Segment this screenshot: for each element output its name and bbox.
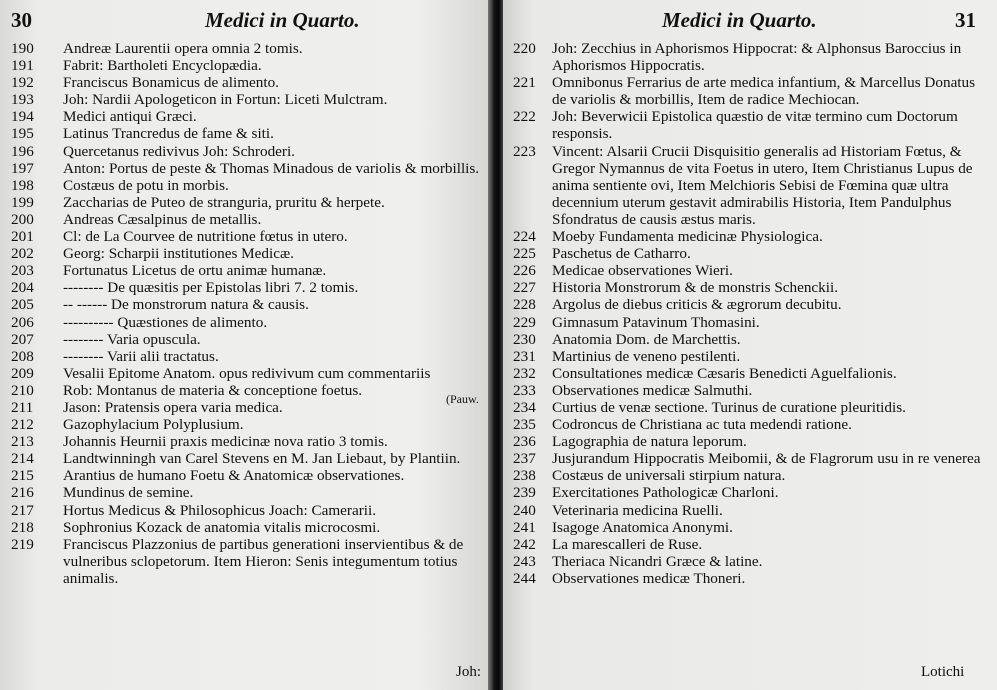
entry-number: 215 [11, 467, 34, 485]
entry-number: 198 [11, 176, 34, 194]
catalog-entry [11, 40, 487, 57]
entry-title: Veterinaria medicina Ruelli. [552, 501, 723, 519]
catalog-entry [11, 228, 487, 245]
entry-number: 214 [11, 450, 34, 468]
entry-number: 244 [513, 569, 536, 587]
catalog-entry [513, 433, 991, 450]
entry-list [11, 40, 487, 587]
entry-number: 205 [11, 296, 34, 314]
catalog-entry [513, 74, 991, 108]
catalog-entry [11, 245, 487, 262]
entry-title: Latinus Trancredus de fame & siti. [63, 125, 274, 143]
entry-number: 202 [11, 245, 34, 263]
entry-number: 211 [11, 398, 34, 416]
entry-number: 243 [513, 552, 536, 570]
entry-title: Jusjurandum Hippocratis Meibomii, & de Flagrorum usu in re venerea [552, 450, 981, 468]
catalog-entry [513, 143, 991, 228]
entry-title: Omnibonus Ferrarius de arte medica infantium, & Marcellus Donatus de variolis & morbillis, Item de radice Mechiocan. [552, 74, 976, 109]
entry-number: 217 [11, 501, 34, 519]
entry-title: Codroncus de Christiana ac tuta medendi ratione. [552, 416, 852, 434]
entry-number: 225 [513, 245, 536, 263]
catalog-entry [11, 296, 487, 313]
catalog-entry [513, 519, 991, 536]
catalog-entry [11, 194, 487, 211]
entry-number: 210 [11, 381, 34, 399]
entry-title: Moeby Fundamenta medicinæ Physiologica. [552, 228, 823, 246]
entry-title: Theriaca Nicandri Græce & latine. [552, 552, 763, 570]
catalog-entry [11, 519, 487, 536]
catalog-entry [11, 143, 487, 160]
entry-title: Medicae observationes Wieri. [552, 262, 733, 280]
catalog-entry [513, 245, 991, 262]
entry-title: Sophronius Kozack de anatomia vitalis microcosmi. [63, 518, 381, 536]
entry-number: 193 [11, 91, 34, 109]
entry-title: Isagoge Anatomica Anonymi. [552, 518, 733, 536]
catalog-entry [513, 502, 991, 519]
entry-number: 240 [513, 501, 536, 519]
catalog-entry [11, 450, 487, 467]
entry-title: Jason: Pratensis opera varia medica. [63, 398, 283, 416]
entry-title: Observationes medicæ Thoneri. [552, 569, 746, 587]
entry-number: 221 [513, 74, 536, 92]
catalog-entry [11, 57, 487, 74]
entry-number: 236 [513, 433, 536, 451]
entry-number: 220 [513, 40, 536, 57]
catalog-entry [11, 382, 487, 399]
entry-number: 242 [513, 535, 536, 553]
entry-number: 213 [11, 433, 34, 451]
catalog-entry [513, 382, 991, 399]
running-head: Medici in Quarto. [205, 8, 360, 32]
entry-number: 203 [11, 262, 34, 280]
entry-title: Argolus de diebus criticis & ægrorum decubitu. [552, 296, 842, 314]
entry-title: La marescalleri de Ruse. [552, 535, 703, 553]
entry-number: 208 [11, 347, 34, 365]
catalog-entry [11, 91, 487, 108]
entry-title: Paschetus de Catharro. [552, 245, 691, 263]
page-number: 31 [955, 8, 976, 32]
catalog-entry [513, 40, 991, 74]
entry-title: Consultationes medicæ Cæsaris Benedicti Aguelfalionis. [552, 364, 897, 382]
catalog-entry [11, 484, 487, 501]
entry-number: 218 [11, 518, 34, 536]
catalog-entry [513, 553, 991, 570]
page-number: 30 [11, 8, 32, 32]
entry-title: Gazophylacium Polyplusium. [63, 416, 244, 434]
catalog-entry [513, 314, 991, 331]
entry-number: 224 [513, 228, 536, 246]
entry-number: 226 [513, 262, 536, 280]
catchword: Lotichi [921, 664, 965, 680]
entry-title: Joh: Beverwicii Epistolica quæstio de vitæ termino cum Doctorum responsis. [552, 108, 958, 143]
entry-number: 238 [513, 467, 536, 485]
catalog-entry [11, 177, 487, 194]
entry-number: 235 [513, 416, 536, 434]
catalog-entry [11, 433, 487, 450]
catalog-entry [11, 348, 487, 365]
catalog-entry [11, 314, 487, 331]
entry-title: Johannis Heurnii praxis medicinæ nova ratio 3 tomis. [63, 433, 388, 451]
catalog-entry [513, 570, 991, 587]
entry-title: Anatomia Dom. de Marchettis. [552, 330, 741, 348]
catalog-entry [11, 365, 487, 382]
catalog-entry [513, 536, 991, 553]
catalog-entry [513, 262, 991, 279]
catalog-entry [513, 331, 991, 348]
entry-number: 241 [513, 518, 536, 536]
entry-title: Anton: Portus de peste & Thomas Minadous de variolis & morbillis. [63, 159, 480, 177]
entry-number: 200 [11, 210, 34, 228]
entry-number: 204 [11, 279, 34, 297]
margin-note: (Pauw. [446, 392, 479, 406]
catalog-entry [11, 536, 487, 587]
entry-title: Lagographia de natura leporum. [552, 433, 747, 451]
entry-number: 192 [11, 74, 34, 92]
entry-title: Vesalii Epitome Anatom. opus redivivum cum commentariis [63, 364, 431, 382]
catalog-entry [11, 467, 487, 484]
entry-number: 227 [513, 279, 536, 297]
entry-title: Georg: Scharpii institutiones Medicæ. [63, 245, 294, 263]
entry-title: Medici antiqui Græci. [63, 108, 197, 126]
catalog-entry [513, 399, 991, 416]
entry-title: Observationes medicæ Salmuthi. [552, 381, 753, 399]
entry-number: 233 [513, 381, 536, 399]
catalog-entry [11, 399, 487, 416]
entry-number: 199 [11, 193, 34, 211]
entry-list [513, 40, 991, 587]
entry-number: 194 [11, 108, 34, 126]
entry-number: 196 [11, 142, 34, 160]
catalog-entry [513, 296, 991, 313]
entry-number: 191 [11, 57, 34, 75]
catalog-entry [11, 331, 487, 348]
entry-title: Exercitationes Pathologicæ Charloni. [552, 484, 779, 502]
entry-title: Hortus Medicus & Philosophicus Joach: Camerarii. [63, 501, 376, 519]
running-head: Medici in Quarto. [662, 8, 817, 32]
entry-title: -------- Varia opuscula. [63, 330, 201, 348]
catchword: Joh: [456, 664, 482, 680]
catalog-entry [513, 228, 991, 245]
entry-number: 212 [11, 416, 34, 434]
entry-number: 216 [11, 484, 34, 502]
entry-title: Mundinus de semine. [63, 484, 194, 502]
entry-title: Historia Monstrorum & de monstris Schenckii. [552, 279, 839, 297]
catalog-entry [11, 211, 487, 228]
entry-number: 237 [513, 450, 536, 468]
catalog-entry [513, 416, 991, 433]
entry-title: Fabrit: Bartholeti Encyclopædia. [63, 57, 262, 75]
catalog-entry [513, 450, 991, 467]
entry-number: 209 [11, 364, 34, 382]
entry-number: 232 [513, 364, 536, 382]
catalog-entry [11, 279, 487, 296]
entry-title: Andreæ Laurentii opera omnia 2 tomis. [63, 40, 303, 57]
entry-title: Rob: Montanus de materia & conceptione foetus. [63, 381, 363, 399]
entry-title: Gimnasum Patavinum Thomasini. [552, 313, 760, 331]
entry-title: Zaccharias de Puteo de stranguria, pruritu & herpete. [63, 193, 385, 211]
entry-title: Andreas Cæsalpinus de metallis. [63, 210, 262, 228]
entry-title: Vincent: Alsarii Crucii Disquisitio generalis ad Historiam Fœtus, & Gregor Nymannus de vita Foetus in utero, Item Christianus Lupus de anima sentiente ovi, Item Melchioris Sebisi de Fœmina quæ ultra decennium uterum gestavit admirabilis Historia, Item Pandulphus Sfondratus de causis æstus maris. [552, 142, 973, 228]
entry-number: 230 [513, 330, 536, 348]
entry-number: 201 [11, 228, 34, 246]
entry-number: 197 [11, 159, 34, 177]
right-page [503, 0, 997, 690]
entry-number: 229 [513, 313, 536, 331]
entry-title: Joh: Zecchius in Aphorismos Hippocrat: & Alphonsus Baroccius in Aphorismos Hippocratis. [552, 40, 962, 75]
entry-title: Costæus de potu in morbis. [63, 176, 229, 194]
entry-number: 234 [513, 398, 536, 416]
entry-title: Landtwinningh van Carel Stevens en M. Jan Liebaut, by Plantiin. [63, 450, 461, 468]
catalog-entry [513, 108, 991, 142]
catalog-entry [11, 502, 487, 519]
catalog-entry [11, 108, 487, 125]
catalog-entry [11, 74, 487, 91]
entry-number: 195 [11, 125, 34, 143]
entry-title: Costæus de universali stirpium natura. [552, 467, 786, 485]
entry-number: 223 [513, 142, 536, 160]
entry-title: Curtius de venæ sectione. Turinus de curatione pleuritidis. [552, 398, 906, 416]
entry-number: 231 [513, 347, 536, 365]
entry-title: Cl: de La Courvee de nutritione fœtus in utero. [63, 228, 348, 246]
catalog-entry [513, 467, 991, 484]
entry-number: 239 [513, 484, 536, 502]
entry-title: Franciscus Bonamicus de alimento. [63, 74, 279, 92]
entry-number: 190 [11, 40, 34, 57]
catalog-entry [11, 416, 487, 433]
entry-number: 222 [513, 108, 536, 126]
catalog-entry [513, 484, 991, 501]
entry-title: Arantius de humano Foetu & Anatomicæ observationes. [63, 467, 405, 485]
entry-title: Franciscus Plazzonius de partibus generationi inservientibus & de vulneribus sclopetorum. Item Hieron: Senis integumentum totius animalis. [63, 535, 464, 587]
entry-title: -- ------ De monstrorum natura & causis. [63, 296, 309, 314]
catalog-entry [11, 160, 487, 177]
entry-title: ---------- Quæstiones de alimento. [63, 313, 268, 331]
catalog-entry [513, 365, 991, 382]
entry-number: 207 [11, 330, 34, 348]
entry-title: Quercetanus redivivus Joh: Schroderi. [63, 142, 295, 160]
entry-number: 219 [11, 535, 34, 553]
entry-title: Fortunatus Licetus de ortu animæ humanæ. [63, 262, 327, 280]
entry-title: -------- De quæsitis per Epistolas libri 7. 2 tomis. [63, 279, 359, 297]
catalog-entry [513, 279, 991, 296]
entry-title: Martinius de veneno pestilenti. [552, 347, 741, 365]
entry-number: 228 [513, 296, 536, 314]
entry-title: -------- Varii alii tractatus. [63, 347, 219, 365]
entry-number: 206 [11, 313, 34, 331]
entry-title: Joh: Nardii Apologeticon in Fortun: Liceti Mulctram. [63, 91, 388, 109]
catalog-entry [513, 348, 991, 365]
catalog-entry [11, 262, 487, 279]
catalog-entry [11, 125, 487, 142]
left-page [0, 0, 492, 690]
